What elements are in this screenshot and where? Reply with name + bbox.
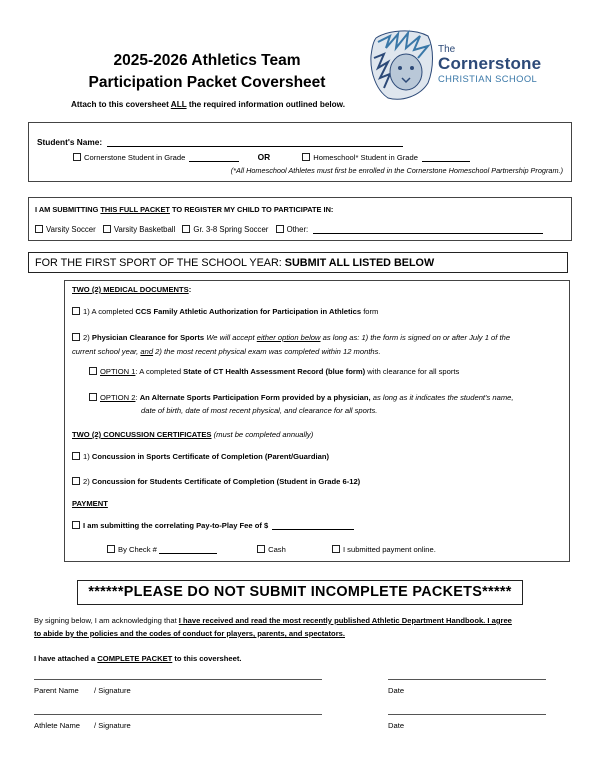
ccs-authorization-checkbox[interactable] xyxy=(72,307,80,315)
agreement-line-2: to abide by the policies and the codes of conduct for players, parents, and spectators. xyxy=(34,629,345,638)
option-2-checkbox[interactable] xyxy=(89,393,97,401)
physician-clearance-checkbox[interactable] xyxy=(72,333,80,341)
athlete-name-label: Athlete Name xyxy=(34,721,81,730)
medical-item-2: 2) Physician Clearance for Sports We will accept either option below as long as: 1) the form is signed on or after July 1 of the xyxy=(72,333,566,342)
concussion-item-1: 1) Concussion in Sports Certificate of Completion (Parent/Guardian) xyxy=(72,452,329,461)
other-sport-checkbox[interactable] xyxy=(276,225,284,233)
requirements-box xyxy=(64,280,570,562)
first-sport-heading: FOR THE FIRST SPORT OF THE SCHOOL YEAR: SUBMIT ALL LISTED BELOW xyxy=(35,257,435,269)
parent-name-label: Parent Name xyxy=(34,686,79,695)
payment-heading: PAYMENT xyxy=(72,499,108,508)
or-label: OR xyxy=(257,152,271,162)
spring-soccer-checkbox[interactable] xyxy=(182,225,190,233)
cornerstone-grade-input[interactable] xyxy=(189,161,239,162)
athlete-date-label: Date xyxy=(388,721,405,730)
varsity-basketball-checkbox[interactable] xyxy=(103,225,111,233)
student-info-box xyxy=(28,122,572,182)
option-1: OPTION 1: A completed State of CT Health Assessment Record (blue form) with clearance for all sports xyxy=(89,367,459,376)
spring-soccer-label: Gr. 3-8 Spring Soccer xyxy=(193,225,269,234)
homeschool-grade-input[interactable] xyxy=(422,161,470,162)
parent-date-label: Date xyxy=(388,686,405,695)
fee-amount-input[interactable] xyxy=(272,529,354,530)
concussion-parent-checkbox[interactable] xyxy=(72,452,80,460)
parent-signature-label: / Signature xyxy=(94,686,131,695)
page-subtitle: Attach to this coversheet ALL the required information outlined below. xyxy=(70,100,346,109)
medical-item-1: 1) A completed CCS Family Athletic Authorization for Participation in Athletics form xyxy=(72,307,378,316)
medical-item-2-line-2: current school year, and 2) the most recent physical exam was completed within 12 months. xyxy=(72,347,381,356)
pay-to-play-checkbox[interactable] xyxy=(72,521,80,529)
homeschool-grade-label: Homeschool* Student in Grade xyxy=(313,153,418,162)
option-2: OPTION 2: An Alternate Sports Participation Form provided by a physician, as long as it indicates the student's name, xyxy=(89,393,514,402)
parent-signature-line[interactable] xyxy=(34,679,322,680)
student-type-row xyxy=(73,152,470,162)
logo-school: CHRISTIAN SCHOOL xyxy=(438,73,538,84)
option-1-checkbox[interactable] xyxy=(89,367,97,375)
cash-checkbox[interactable] xyxy=(257,545,265,553)
by-check-label: By Check # xyxy=(118,545,157,554)
payment-fee-row: I am submitting the correlating Pay-to-Play Fee of $ xyxy=(72,521,354,530)
attached-statement: I have attached a COMPLETE PACKET to this coversheet. xyxy=(34,654,242,663)
cornerstone-grade-label: Cornerstone Student in Grade xyxy=(84,153,186,162)
athlete-date-line[interactable] xyxy=(388,714,546,715)
online-payment-checkbox[interactable] xyxy=(332,545,340,553)
other-sport-input[interactable] xyxy=(313,233,543,234)
student-name-row xyxy=(37,137,403,147)
varsity-soccer-label: Varsity Soccer xyxy=(46,225,96,234)
logo-name: Cornerstone xyxy=(438,54,542,73)
warning-box xyxy=(77,580,523,605)
first-sport-heading-box xyxy=(28,252,568,273)
payment-method-row xyxy=(107,545,436,554)
cornerstone-grade-checkbox[interactable] xyxy=(73,153,81,161)
register-box xyxy=(28,197,572,241)
page-title-line-1: 2025-2026 Athletics Team xyxy=(113,52,301,69)
concussion-student-checkbox[interactable] xyxy=(72,477,80,485)
logo-the: The xyxy=(438,44,456,55)
lion-logo-icon xyxy=(368,28,436,104)
homeschool-grade-checkbox[interactable] xyxy=(302,153,310,161)
homeschool-note: (*All Homeschool Athletes must first be enrolled in the Cornerstone Homeschool Partnership Program.) xyxy=(230,166,563,175)
varsity-soccer-checkbox[interactable] xyxy=(35,225,43,233)
athlete-signature-line[interactable] xyxy=(34,714,322,715)
concussion-heading: TWO (2) CONCUSSION CERTIFICATES (must be completed annually) xyxy=(72,430,314,439)
varsity-basketball-label: Varsity Basketball xyxy=(113,225,176,234)
medical-heading: TWO (2) MEDICAL DOCUMENTS: xyxy=(72,285,192,294)
option-2-line-2: date of birth, date of most recent physical, and clearance for all sports. xyxy=(141,406,378,415)
register-lead: I AM SUBMITTING THIS FULL PACKET TO REGISTER MY CHILD TO PARTICIPATE IN: xyxy=(35,205,334,214)
athlete-signature-label: / Signature xyxy=(94,721,131,730)
incomplete-packet-warning: ******PLEASE DO NOT SUBMIT INCOMPLETE PACKETS***** xyxy=(88,584,512,600)
agreement-line-1: By signing below, I am acknowledging that I have received and read the most recently published Athletic Department Handbook. I agree xyxy=(34,616,512,625)
other-sport-label: Other: xyxy=(286,225,309,234)
check-number-input[interactable] xyxy=(159,553,217,554)
cash-label: Cash xyxy=(268,545,286,554)
by-check-checkbox[interactable] xyxy=(107,545,115,553)
page-title-line-2: Participation Packet Coversheet xyxy=(88,74,326,91)
sport-options-row xyxy=(35,225,543,234)
online-payment-label: I submitted payment online. xyxy=(342,545,436,554)
student-name-label: Student's Name: xyxy=(37,137,103,147)
student-name-input[interactable] xyxy=(107,146,403,147)
parent-date-line[interactable] xyxy=(388,679,546,680)
concussion-item-2: 2) Concussion for Students Certificate of Completion (Student in Grade 6-12) xyxy=(72,477,360,486)
